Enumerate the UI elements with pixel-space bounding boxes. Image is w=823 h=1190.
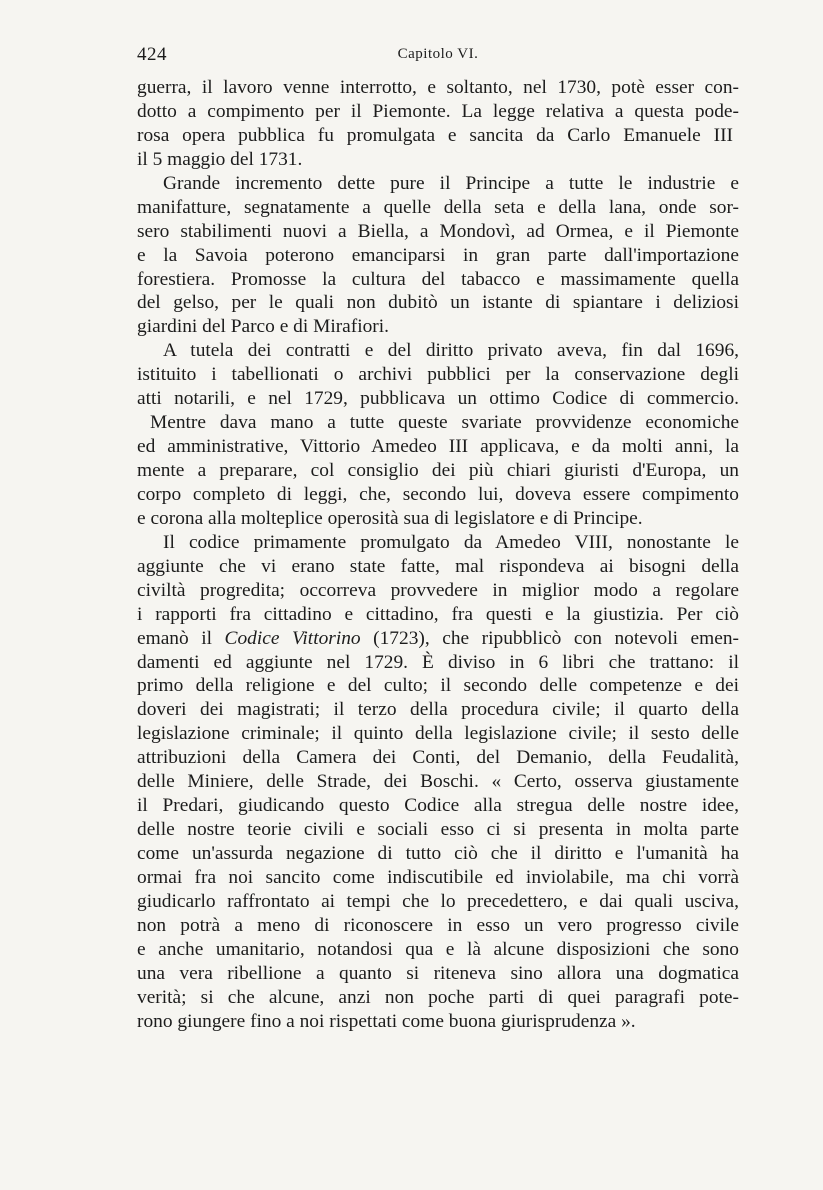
paragraph-first-line: A tutela dei contratti e del diritto privato aveva, fin dal 1696,	[163, 340, 739, 362]
chapter-title: Capitolo VI.	[397, 46, 479, 62]
paragraph-first-line: Il codice primamente promulgato da Amedeo VIII, nonostante le	[163, 531, 739, 553]
text-fragment: (1723), che ripubblicò con notevoli emen-	[360, 627, 739, 649]
text-line: giardini del Parco e di Mirafiori.	[137, 316, 390, 338]
text-line: e anche umanitario, notandosi qua e là alcune disposizioni che sono	[137, 938, 739, 960]
text-line: forestiera. Promosse la cultura del tabacco e massimamente quella	[137, 268, 739, 290]
text-line: giudicarlo raffrontato ai tempi che lo precedettero, e dai quali usciva,	[137, 890, 739, 912]
italic-title: Codice Vittorino	[224, 627, 361, 649]
text-fragment: emanò il	[137, 627, 225, 649]
text-line: primo della religione e del culto; il secondo delle competenze e dei	[137, 675, 739, 697]
page-number: 424	[137, 44, 167, 65]
paragraph-first-line: Grande incremento dette pure il Principe a tutte le industrie e	[163, 172, 739, 194]
text-line: atti notarili, e nel 1729, pubblicava un ottimo Codice di commercio.	[137, 388, 739, 410]
text-line: attribuzioni della Camera dei Conti, del Demanio, della Feudalità,	[137, 747, 739, 769]
running-head	[137, 44, 739, 68]
text-line: ormai fra noi sancito come indiscutibile ed inviolabile, ma chi vorrà	[137, 866, 739, 888]
text-line: e corona alla molteplice operosità sua di legislatore e di Principe.	[137, 507, 643, 529]
text-line: non potrà a meno di riconoscere in esso un vero progresso civile	[137, 914, 739, 936]
text-line: e la Savoia poterono emanciparsi in gran parte dall'importazione	[137, 244, 739, 266]
text-line: rono giungere fino a noi rispettati come buona giurisprudenza ».	[137, 1010, 636, 1032]
paragraph-first-line: Mentre dava mano a tutte queste svariate provvidenze economiche	[150, 412, 739, 434]
text-line: rosa opera pubblica fu promulgata e sancita da Carlo Emanuele III	[137, 124, 733, 146]
text-line-with-italic	[137, 627, 739, 651]
text-line: come un'assurda negazione di tutto ciò che il diritto e l'umanità ha	[137, 843, 739, 864]
text-line: dotto a compimento per il Piemonte. La legge relativa a questa pode-	[137, 100, 739, 122]
text-line: delle nostre teorie civili e sociali esso ci si presenta in molta parte	[137, 819, 739, 841]
text-line: una vera ribellione a quanto si riteneva sino allora una dogmatica	[137, 962, 739, 984]
text-line: istituito i tabellionati o archivi pubblici per la conservazione degli	[137, 364, 739, 386]
text-line: civiltà progredita; occorreva provvedere in miglior modo a regolare	[137, 579, 739, 601]
text-line: del gelso, per le quali non dubitò un istante di spiantare i deliziosi	[137, 292, 739, 314]
text-line: damenti ed aggiunte nel 1729. È diviso in 6 libri che trattano: il	[137, 651, 739, 673]
text-line: sero stabilimenti nuovi a Biella, a Mondovì, ad Ormea, e il Piemonte	[137, 220, 739, 242]
body-text	[137, 76, 739, 1034]
text-line: doveri dei magistrati; il terzo della procedura civile; il quarto della	[137, 699, 739, 721]
text-line: il 5 maggio del 1731.	[137, 148, 303, 170]
text-line: corpo completo di leggi, che, secondo lui, doveva essere compimento	[137, 483, 739, 505]
text-line: i rapporti fra cittadino e cittadino, fra questi e la giustizia. Per ciò	[137, 603, 739, 625]
text-line: manifatture, segnatamente a quelle della seta e della lana, onde sor-	[137, 196, 739, 218]
text-line: aggiunte che vi erano state fatte, mal rispondeva ai bisogni della	[137, 555, 739, 577]
text-line: guerra, il lavoro venne interrotto, e soltanto, nel 1730, potè esser con-	[137, 77, 739, 98]
text-line: delle Miniere, delle Strade, dei Boschi. « Certo, osserva giustamente	[137, 771, 739, 793]
text-line: legislazione criminale; il quinto della legislazione civile; il sesto delle	[137, 723, 739, 745]
text-line: mente a preparare, col consiglio dei più chiari giuristi d'Europa, un	[137, 460, 739, 481]
text-line: verità; si che alcune, anzi non poche parti di quei paragrafi pote-	[137, 986, 739, 1008]
text-line: ed amministrative, Vittorio Amedeo III applicava, e da molti anni, la	[137, 436, 739, 458]
text-line: il Predari, giudicando questo Codice alla stregua delle nostre idee,	[137, 795, 739, 817]
